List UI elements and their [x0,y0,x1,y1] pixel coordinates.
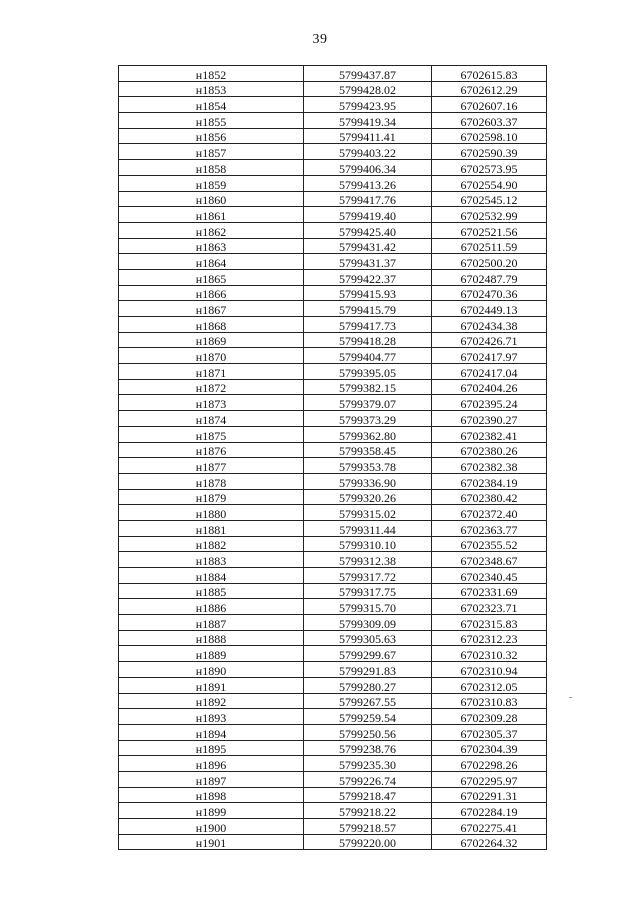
x-coordinate-cell: 5799220.00 [304,834,432,850]
x-coordinate-cell: 5799413.26 [304,175,432,191]
y-coordinate-cell: 6702295.97 [432,771,547,787]
table-row [119,583,547,599]
table-row [119,693,547,709]
table-row [119,144,547,160]
x-coordinate-cell: 5799406.34 [304,160,432,176]
x-coordinate-cell: 5799431.37 [304,254,432,270]
x-coordinate-cell: 5799309.09 [304,615,432,631]
y-coordinate-cell: 6702532.99 [432,207,547,223]
table-row [119,536,547,552]
point-id-cell: н1857 [119,144,304,160]
table-row [119,568,547,584]
point-id-cell: н1899 [119,803,304,819]
y-coordinate-cell: 6702363.77 [432,520,547,536]
y-coordinate-cell: 6702348.67 [432,552,547,568]
y-coordinate-cell: 6702487.79 [432,269,547,285]
table-row [119,709,547,725]
table-row [119,66,547,82]
point-id-cell: н1859 [119,175,304,191]
coordinates-table [118,65,547,850]
x-coordinate-cell: 5799218.57 [304,819,432,835]
y-coordinate-cell: 6702304.39 [432,740,547,756]
point-id-cell: н1869 [119,332,304,348]
point-id-cell: н1868 [119,317,304,333]
table-row [119,630,547,646]
point-id-cell: н1873 [119,395,304,411]
x-coordinate-cell: 5799315.02 [304,505,432,521]
y-coordinate-cell: 6702310.83 [432,693,547,709]
point-id-cell: н1877 [119,458,304,474]
table-row [119,332,547,348]
table-row [119,489,547,505]
table-row [119,160,547,176]
x-coordinate-cell: 5799417.76 [304,191,432,207]
table-row [119,819,547,835]
point-id-cell: н1852 [119,66,304,82]
point-id-cell: н1895 [119,740,304,756]
y-coordinate-cell: 6702355.52 [432,536,547,552]
point-id-cell: н1854 [119,97,304,113]
table-row [119,834,547,850]
table-row [119,599,547,615]
x-coordinate-cell: 5799250.56 [304,724,432,740]
y-coordinate-cell: 6702404.26 [432,379,547,395]
y-coordinate-cell: 6702323.71 [432,599,547,615]
y-coordinate-cell: 6702372.40 [432,505,547,521]
table-row [119,505,547,521]
x-coordinate-cell: 5799336.90 [304,473,432,489]
y-coordinate-cell: 6702395.24 [432,395,547,411]
page-number: 39 [312,32,328,47]
scan-speck [569,697,572,698]
x-coordinate-cell: 5799317.72 [304,568,432,584]
table-row [119,191,547,207]
point-id-cell: н1889 [119,646,304,662]
table-row [119,81,547,97]
table-row [119,771,547,787]
y-coordinate-cell: 6702380.26 [432,442,547,458]
y-coordinate-cell: 6702380.42 [432,489,547,505]
y-coordinate-cell: 6702521.56 [432,222,547,238]
x-coordinate-cell: 5799425.40 [304,222,432,238]
table-row [119,128,547,144]
y-coordinate-cell: 6702417.97 [432,348,547,364]
table-row [119,238,547,254]
table-row [119,411,547,427]
point-id-cell: н1879 [119,489,304,505]
y-coordinate-cell: 6702309.28 [432,709,547,725]
x-coordinate-cell: 5799226.74 [304,771,432,787]
point-id-cell: н1888 [119,630,304,646]
x-coordinate-cell: 5799428.02 [304,81,432,97]
y-coordinate-cell: 6702573.95 [432,160,547,176]
x-coordinate-cell: 5799382.15 [304,379,432,395]
x-coordinate-cell: 5799305.63 [304,630,432,646]
table-row [119,395,547,411]
y-coordinate-cell: 6702607.16 [432,97,547,113]
table-row [119,269,547,285]
x-coordinate-cell: 5799419.40 [304,207,432,223]
y-coordinate-cell: 6702291.31 [432,787,547,803]
y-coordinate-cell: 6702554.90 [432,175,547,191]
table-row [119,803,547,819]
point-id-cell: н1887 [119,615,304,631]
x-coordinate-cell: 5799423.95 [304,97,432,113]
point-id-cell: н1893 [119,709,304,725]
x-coordinate-cell: 5799358.45 [304,442,432,458]
point-id-cell: н1883 [119,552,304,568]
x-coordinate-cell: 5799419.34 [304,113,432,129]
point-id-cell: н1874 [119,411,304,427]
table-row [119,175,547,191]
x-coordinate-cell: 5799417.73 [304,317,432,333]
point-id-cell: н1860 [119,191,304,207]
y-coordinate-cell: 6702312.05 [432,677,547,693]
y-coordinate-cell: 6702275.41 [432,819,547,835]
point-id-cell: н1884 [119,568,304,584]
table-row [119,317,547,333]
x-coordinate-cell: 5799218.22 [304,803,432,819]
y-coordinate-cell: 6702598.10 [432,128,547,144]
x-coordinate-cell: 5799312.38 [304,552,432,568]
x-coordinate-cell: 5799362.80 [304,426,432,442]
table-row [119,662,547,678]
point-id-cell: н1864 [119,254,304,270]
x-coordinate-cell: 5799403.22 [304,144,432,160]
point-id-cell: н1865 [119,269,304,285]
x-coordinate-cell: 5799317.75 [304,583,432,599]
x-coordinate-cell: 5799353.78 [304,458,432,474]
y-coordinate-cell: 6702264.32 [432,834,547,850]
y-coordinate-cell: 6702500.20 [432,254,547,270]
point-id-cell: н1881 [119,520,304,536]
point-id-cell: н1856 [119,128,304,144]
point-id-cell: н1901 [119,834,304,850]
y-coordinate-cell: 6702305.37 [432,724,547,740]
table-row [119,364,547,380]
point-id-cell: н1896 [119,756,304,772]
point-id-cell: н1900 [119,819,304,835]
x-coordinate-cell: 5799299.67 [304,646,432,662]
point-id-cell: н1866 [119,285,304,301]
table-row [119,207,547,223]
table-row [119,756,547,772]
point-id-cell: н1886 [119,599,304,615]
x-coordinate-cell: 5799311.44 [304,520,432,536]
point-id-cell: н1858 [119,160,304,176]
point-id-cell: н1885 [119,583,304,599]
point-id-cell: н1892 [119,693,304,709]
point-id-cell: н1853 [119,81,304,97]
point-id-cell: н1880 [119,505,304,521]
x-coordinate-cell: 5799415.79 [304,301,432,317]
y-coordinate-cell: 6702382.38 [432,458,547,474]
y-coordinate-cell: 6702603.37 [432,113,547,129]
x-coordinate-cell: 5799379.07 [304,395,432,411]
x-coordinate-cell: 5799404.77 [304,348,432,364]
table-row [119,677,547,693]
y-coordinate-cell: 6702384.19 [432,473,547,489]
point-id-cell: н1898 [119,787,304,803]
point-id-cell: н1870 [119,348,304,364]
point-id-cell: н1863 [119,238,304,254]
x-coordinate-cell: 5799373.29 [304,411,432,427]
point-id-cell: н1872 [119,379,304,395]
table-row [119,615,547,631]
x-coordinate-cell: 5799422.37 [304,269,432,285]
table-row [119,740,547,756]
y-coordinate-cell: 6702426.71 [432,332,547,348]
x-coordinate-cell: 5799280.27 [304,677,432,693]
x-coordinate-cell: 5799238.76 [304,740,432,756]
x-coordinate-cell: 5799291.83 [304,662,432,678]
table-row [119,787,547,803]
x-coordinate-cell: 5799411.41 [304,128,432,144]
y-coordinate-cell: 6702340.45 [432,568,547,584]
y-coordinate-cell: 6702315.83 [432,615,547,631]
point-id-cell: н1876 [119,442,304,458]
table-row [119,552,547,568]
x-coordinate-cell: 5799218.47 [304,787,432,803]
y-coordinate-cell: 6702284.19 [432,803,547,819]
point-id-cell: н1882 [119,536,304,552]
x-coordinate-cell: 5799235.30 [304,756,432,772]
y-coordinate-cell: 6702612.29 [432,81,547,97]
y-coordinate-cell: 6702382.41 [432,426,547,442]
table-row [119,426,547,442]
point-id-cell: н1894 [119,724,304,740]
table-row [119,379,547,395]
point-id-cell: н1891 [119,677,304,693]
table-row [119,113,547,129]
y-coordinate-cell: 6702615.83 [432,66,547,82]
table-row [119,222,547,238]
y-coordinate-cell: 6702434.38 [432,317,547,333]
x-coordinate-cell: 5799418.28 [304,332,432,348]
point-id-cell: н1862 [119,222,304,238]
y-coordinate-cell: 6702310.32 [432,646,547,662]
table-row [119,520,547,536]
table-row [119,458,547,474]
y-coordinate-cell: 6702449.13 [432,301,547,317]
table-row [119,724,547,740]
y-coordinate-cell: 6702310.94 [432,662,547,678]
y-coordinate-cell: 6702390.27 [432,411,547,427]
x-coordinate-cell: 5799437.87 [304,66,432,82]
y-coordinate-cell: 6702312.23 [432,630,547,646]
y-coordinate-cell: 6702511.59 [432,238,547,254]
table-row [119,442,547,458]
point-id-cell: н1855 [119,113,304,129]
y-coordinate-cell: 6702417.04 [432,364,547,380]
x-coordinate-cell: 5799320.26 [304,489,432,505]
point-id-cell: н1871 [119,364,304,380]
y-coordinate-cell: 6702298.26 [432,756,547,772]
table-row [119,646,547,662]
coordinates-table-body [119,66,547,850]
table-row [119,254,547,270]
point-id-cell: н1867 [119,301,304,317]
y-coordinate-cell: 6702331.69 [432,583,547,599]
x-coordinate-cell: 5799267.55 [304,693,432,709]
x-coordinate-cell: 5799310.10 [304,536,432,552]
point-id-cell: н1897 [119,771,304,787]
table-row [119,301,547,317]
point-id-cell: н1875 [119,426,304,442]
y-coordinate-cell: 6702545.12 [432,191,547,207]
x-coordinate-cell: 5799259.54 [304,709,432,725]
y-coordinate-cell: 6702470.36 [432,285,547,301]
point-id-cell: н1890 [119,662,304,678]
point-id-cell: н1878 [119,473,304,489]
x-coordinate-cell: 5799431.42 [304,238,432,254]
y-coordinate-cell: 6702590.39 [432,144,547,160]
table-row [119,348,547,364]
x-coordinate-cell: 5799315.70 [304,599,432,615]
table-row [119,97,547,113]
table-row [119,285,547,301]
point-id-cell: н1861 [119,207,304,223]
table-row [119,473,547,489]
x-coordinate-cell: 5799415.93 [304,285,432,301]
x-coordinate-cell: 5799395.05 [304,364,432,380]
